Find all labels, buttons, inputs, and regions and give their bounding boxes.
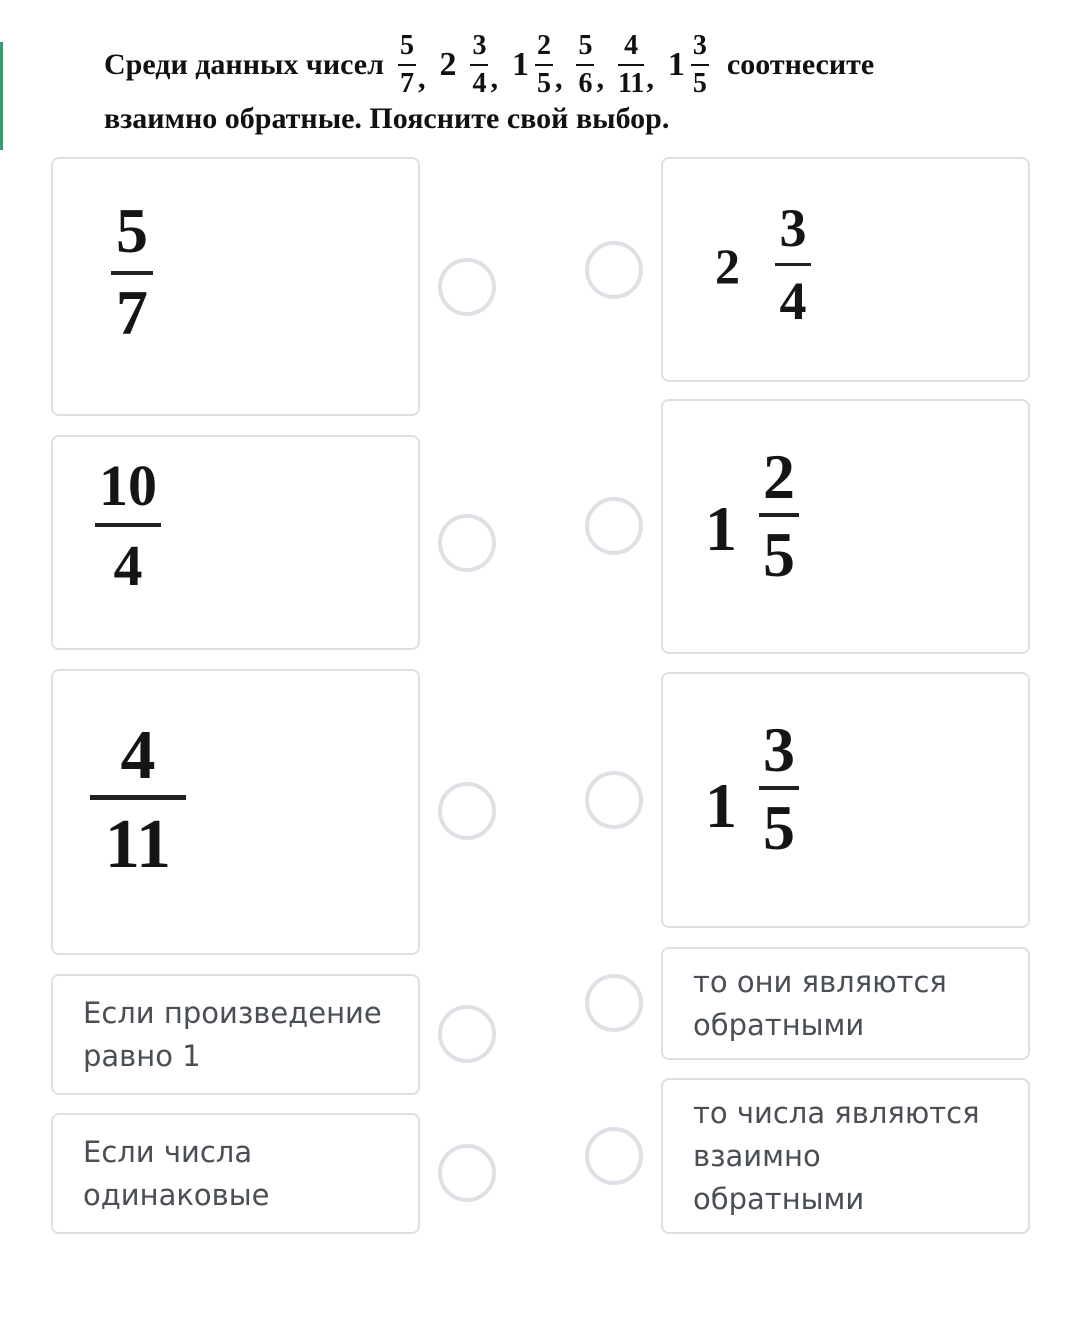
question-fraction-3: 2 5 (536, 30, 551, 99)
whole-part: 1 (705, 770, 737, 841)
left-card-4[interactable] (51, 974, 420, 1095)
left-radio-3[interactable] (438, 782, 496, 840)
right-radio-1[interactable] (585, 241, 643, 299)
whole-part: 1 (705, 493, 737, 564)
left-radio-5[interactable] (438, 1144, 496, 1202)
left-card-3[interactable] (51, 669, 420, 955)
fraction: 10 4 (93, 457, 163, 595)
right-radio-2[interactable] (585, 497, 643, 555)
question-fraction-5: 4 11 (617, 30, 645, 99)
right-radio-3[interactable] (585, 771, 643, 829)
right-card-4[interactable] (661, 947, 1030, 1060)
whole-part: 2 (715, 238, 740, 294)
right-card-2[interactable] (661, 399, 1030, 654)
fraction: 4 11 (89, 721, 187, 880)
question-fraction-1: 5 7 (399, 30, 414, 99)
question-suffix: соотнесите (726, 48, 875, 81)
left-card-2[interactable] (51, 435, 420, 650)
accent-bar (0, 42, 3, 150)
question-fraction-6: 3 5 (692, 30, 707, 99)
card-text: Если произведение равно 1 (83, 995, 382, 1073)
left-card-5[interactable] (51, 1113, 420, 1234)
card-text: то они являются обратными (693, 964, 947, 1042)
question (104, 22, 1004, 136)
right-card-3[interactable] (661, 672, 1030, 928)
question-fraction-4: 5 6 (578, 30, 593, 99)
card-text: Если числа одинаковые (83, 1134, 270, 1212)
left-card-1[interactable] (51, 157, 420, 416)
left-radio-2[interactable] (438, 514, 496, 572)
question-line1: Среди данных чисел 5 7 , 2 3 4 , 1 2 5 , 5 6 , 4 11 , 1 3 5 соотнесите (104, 30, 875, 99)
fraction: 3 4 (773, 201, 813, 328)
fraction: 3 5 (757, 718, 801, 860)
left-radio-4[interactable] (438, 1005, 496, 1063)
right-radio-5[interactable] (585, 1127, 643, 1185)
right-card-1[interactable] (661, 157, 1030, 382)
right-radio-4[interactable] (585, 974, 643, 1032)
question-prefix: Среди данных чисел (104, 48, 384, 81)
card-text: то числа являются взаимно обратными (693, 1095, 980, 1216)
question-line2: взаимно обратные. Поясните свой выбор. (104, 102, 670, 135)
question-fraction-2: 3 4 (472, 30, 487, 99)
left-radio-1[interactable] (438, 258, 496, 316)
fraction: 5 7 (109, 199, 155, 345)
right-card-5[interactable] (661, 1078, 1030, 1234)
fraction: 2 5 (757, 445, 801, 587)
